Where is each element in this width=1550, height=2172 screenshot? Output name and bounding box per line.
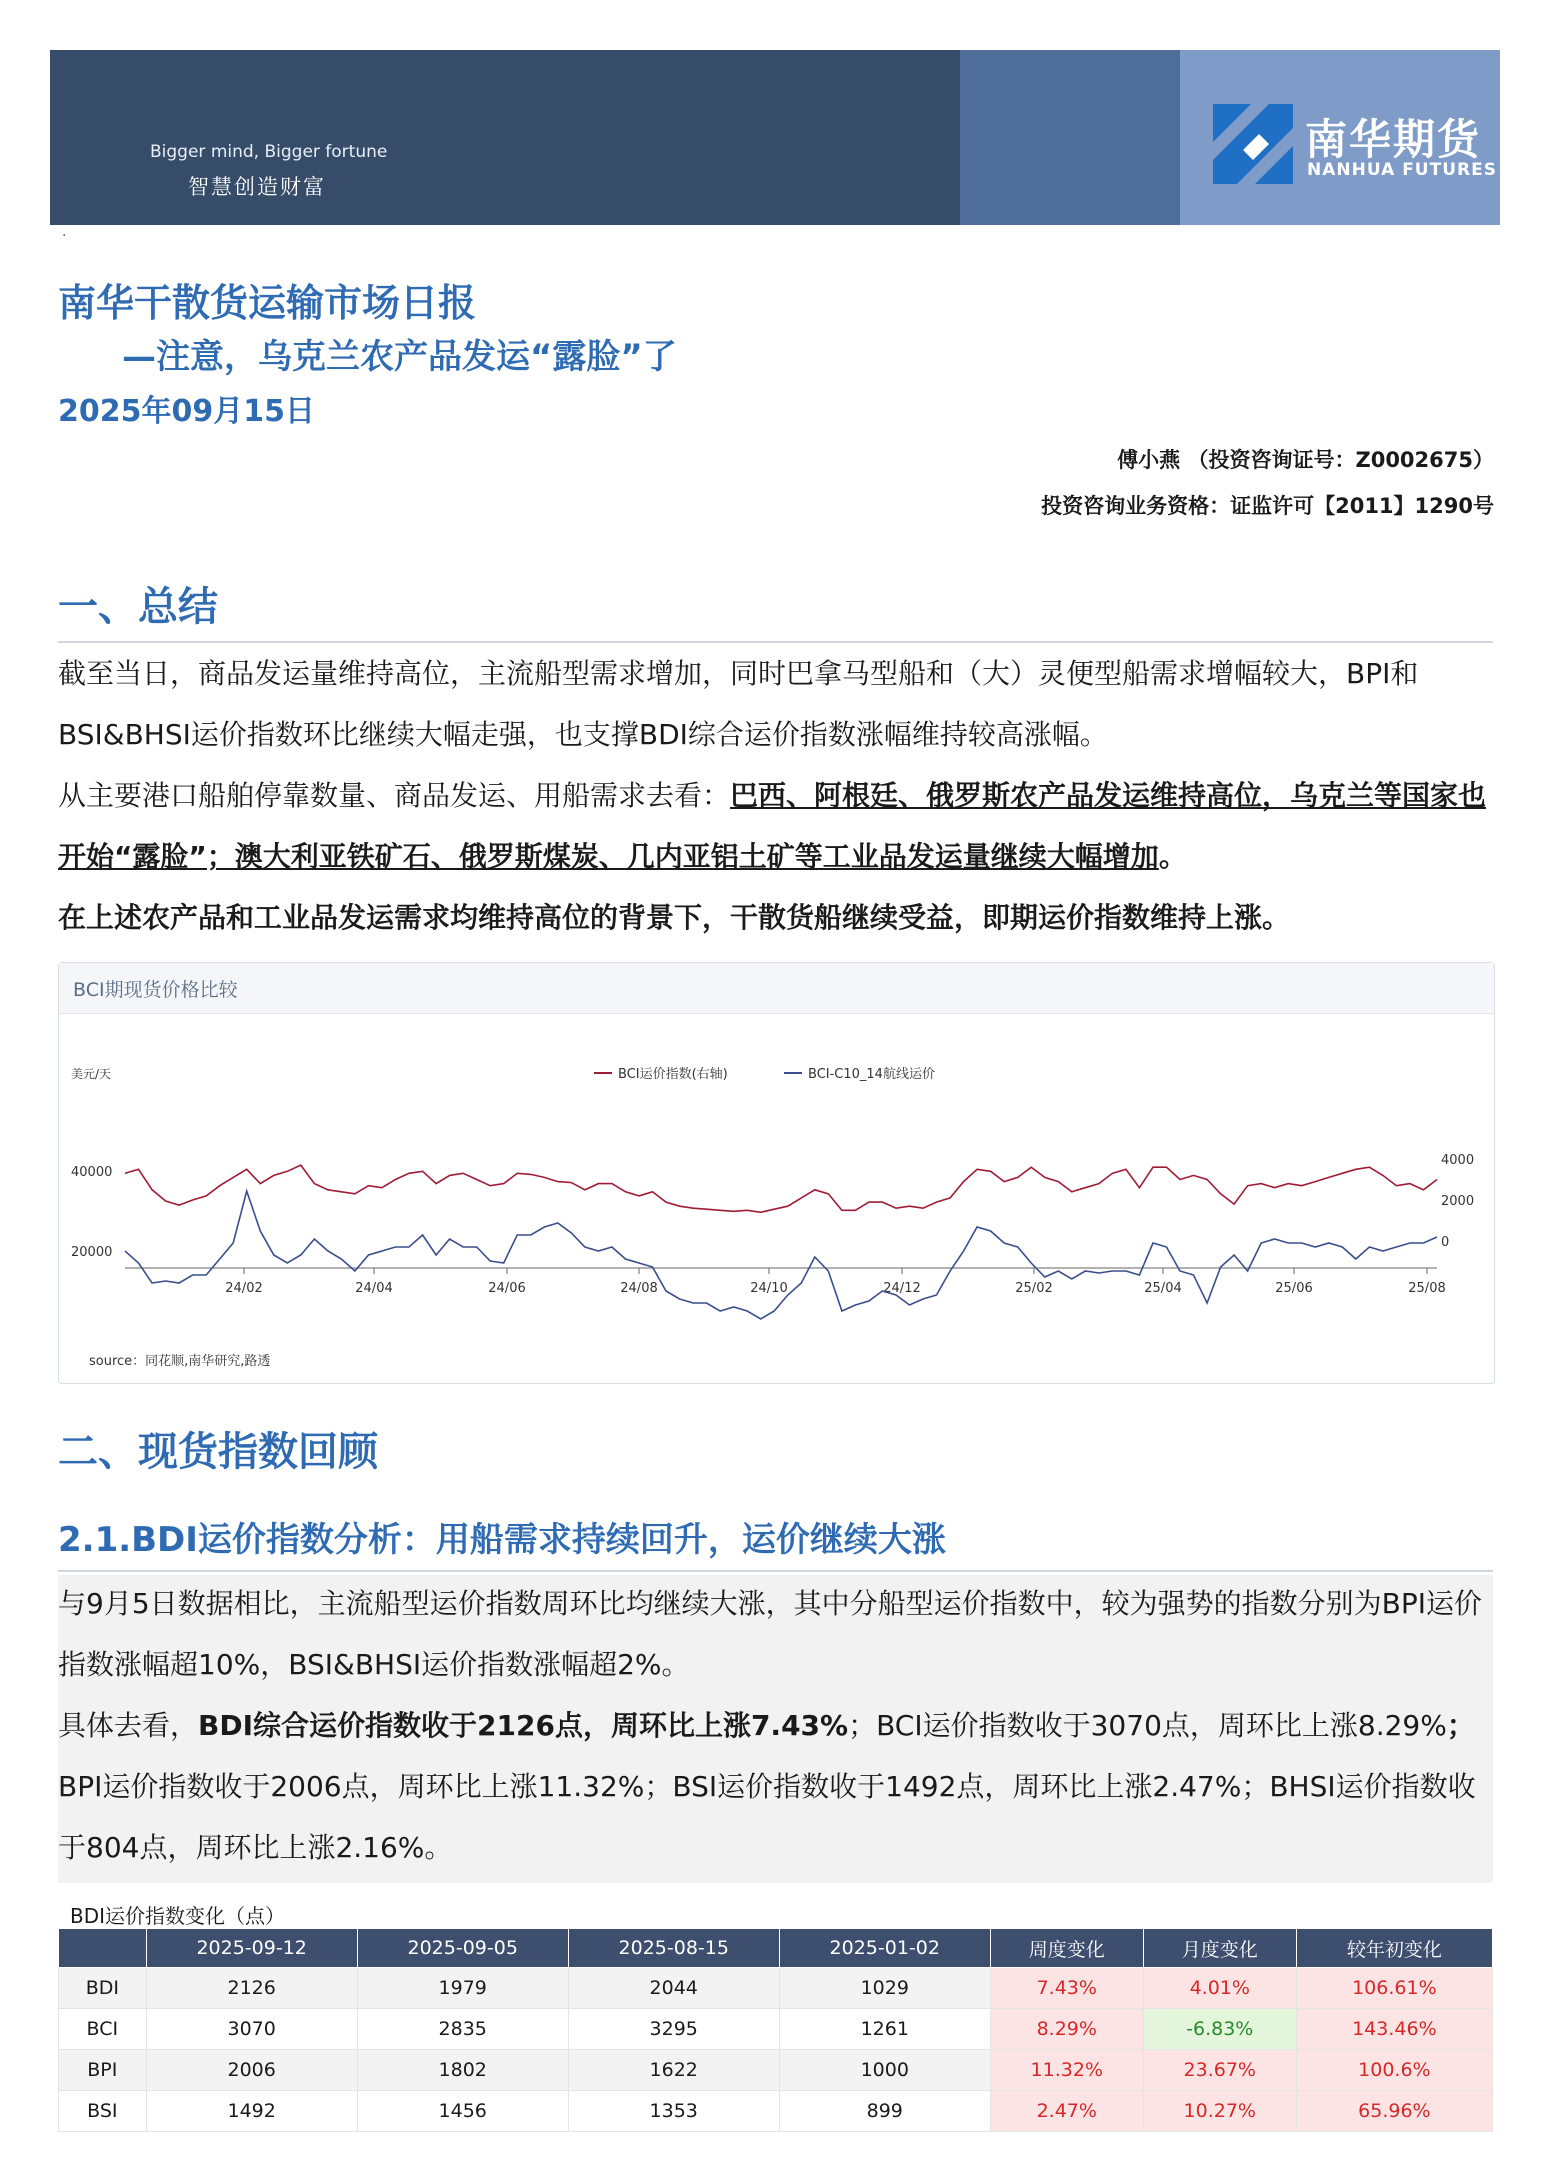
summary-paragraph-1: 截至当日，商品发运量维持高位，主流船型需求增加，同时巴拿马型船和（大）灵便型船需求增幅较大，BPI和BSI&BHSI运价指数环比继续大幅走强，也支撑BDI综合运价指数涨幅维持较高涨幅。 — [58, 657, 1419, 751]
table-cell: 8.29% — [990, 2009, 1143, 2050]
chart-source: source：同花顺,南华研究,路透 — [89, 1354, 271, 1369]
brand-name-en: NANHUA FUTURES — [1307, 160, 1497, 180]
bci-line-chart — [59, 1013, 1494, 1383]
table-cell: 1029 — [779, 1968, 990, 2009]
table-cell: 899 — [779, 2091, 990, 2132]
x-tick-label: 24/08 — [620, 1281, 658, 1296]
series-line — [125, 1191, 1437, 1319]
chart-header — [59, 963, 1494, 1014]
table-cell: 1979 — [357, 1968, 568, 2009]
table-cell: 7.43% — [990, 1968, 1143, 2009]
table-cell: 1456 — [357, 2091, 568, 2132]
y-right-tick-label: 2000 — [1441, 1194, 1475, 1209]
table-body — [59, 1968, 1493, 2132]
y-right-tick-label: 4000 — [1441, 1153, 1475, 1168]
table-cell: BCI — [59, 2009, 147, 2050]
report-date: 2025年09月15日 — [58, 394, 315, 429]
y-left-tick-label: 20000 — [71, 1245, 113, 1260]
x-tick-label: 24/12 — [883, 1281, 921, 1296]
table-cell: 1802 — [357, 2050, 568, 2091]
bdi-index-table — [58, 1928, 1493, 2132]
table-header-cell: 周度变化 — [990, 1929, 1143, 1968]
summary-text — [58, 643, 1503, 948]
table-header-cell: 月度变化 — [1143, 1929, 1296, 1968]
table-cell: 2835 — [357, 2009, 568, 2050]
subsection-heading-bdi: 2.1.BDI运价指数分析：用船需求持续回升，运价继续大涨 — [58, 1520, 946, 1560]
table-header-cell: 2025-01-02 — [779, 1929, 990, 1968]
table-cell: 1000 — [779, 2050, 990, 2091]
table-row — [59, 2050, 1493, 2091]
table-caption: BDI运价指数变化（点） — [70, 1904, 286, 1928]
report-subtitle: —注意，乌克兰农产品发运“露脸”了 — [122, 337, 677, 377]
series-line — [125, 1165, 1437, 1212]
summary-paragraph-2 — [58, 765, 1503, 887]
table-header-row — [59, 1929, 1493, 1968]
x-tick-label: 25/04 — [1144, 1281, 1182, 1296]
table-header-cell — [59, 1929, 147, 1968]
y-left-tick-label: 40000 — [71, 1165, 113, 1180]
author-line: 傅小燕 （投资咨询证号：Z0002675） — [1117, 448, 1494, 472]
table-cell: 3295 — [568, 2009, 779, 2050]
table-cell: 1622 — [568, 2050, 779, 2091]
table-cell: 2044 — [568, 1968, 779, 2009]
slogan-english: Bigger mind, Bigger fortune — [150, 142, 388, 162]
banner-band — [960, 50, 1180, 225]
x-tick-label: 24/10 — [750, 1281, 788, 1296]
report-title: 南华干散货运输市场日报 — [58, 281, 477, 325]
analysis-paragraph-2 — [58, 1695, 1503, 1878]
table-row — [59, 1968, 1493, 2009]
x-tick-label: 24/02 — [225, 1281, 263, 1296]
table-header-cell: 2025-09-12 — [146, 1929, 357, 1968]
table-header-cell: 2025-09-05 — [357, 1929, 568, 1968]
x-tick-label: 24/06 — [488, 1281, 526, 1296]
table-cell: BSI — [59, 2091, 147, 2132]
table-cell: BDI — [59, 1968, 147, 2009]
x-tick-label: 25/08 — [1408, 1281, 1446, 1296]
section-heading-summary: 一、总结 — [58, 584, 218, 630]
section-heading-spot-review: 二、现货指数回顾 — [58, 1429, 378, 1475]
table-header-cell: 较年初变化 — [1296, 1929, 1492, 1968]
y-right-tick-label: 0 — [1441, 1235, 1450, 1250]
legend-label: BCI运价指数(右轴) — [618, 1067, 728, 1082]
subsection-divider — [58, 1570, 1493, 1572]
analysis-text — [58, 1573, 1503, 1878]
chart-title: BCI期现货价格比较 — [73, 979, 238, 1001]
analysis-paragraph-1: 与9月5日数据相比，主流船型运价指数周环比均继续大涨，其中分船型运价指数中，较为强势的指数分别为BPI运价指数涨幅超10%，BSI&BHSI运价指数涨幅超2%。 — [58, 1587, 1482, 1681]
other-indices-summary: BPI运价指数收于2006点，周环比上涨11.32%；BSI运价指数收于1492点，周环比上涨2.47%；BHSI运价指数收于804点，周环比上涨2.16%。 — [58, 1770, 1476, 1864]
separator: ； — [1446, 1709, 1475, 1742]
bci-chart-panel — [58, 962, 1495, 1384]
x-tick-label: 25/06 — [1275, 1281, 1313, 1296]
y-left-axis-label: 美元/天 — [71, 1067, 112, 1081]
table-cell: 4.01% — [1143, 1968, 1296, 2009]
slogan-chinese: 智慧创造财富 — [188, 175, 326, 199]
table-cell: BPI — [59, 2050, 147, 2091]
summary-lead: 从主要港口船舶停靠数量、商品发运、用船需求去看： — [58, 779, 731, 812]
dot-mark: · — [62, 228, 67, 244]
table-cell: 3070 — [146, 2009, 357, 2050]
summary-paragraph-3: 在上述农产品和工业品发运需求均维持高位的背景下，干散货船继续受益，即期运价指数维持上涨。 — [58, 901, 1291, 934]
bci-summary: ；BCI运价指数收于3070点，周环比上涨8.29% — [848, 1709, 1447, 1742]
table-cell: 106.61% — [1296, 1968, 1492, 2009]
table-header-cell: 2025-08-15 — [568, 1929, 779, 1968]
table-cell: -6.83% — [1143, 2009, 1296, 2050]
table-cell: 2126 — [146, 1968, 357, 2009]
bdi-highlight: BDI综合运价指数收于2126点，周环比上涨7.43% — [198, 1709, 849, 1742]
table-cell: 65.96% — [1296, 2091, 1492, 2132]
table-cell: 23.67% — [1143, 2050, 1296, 2091]
brand-name-cn: 南华期货 — [1305, 115, 1482, 164]
summary-highlight: 巴西、阿根廷、俄罗斯农产品发运维持高位，乌克兰等国家也开始“露脸”；澳大利亚铁矿石、俄罗斯煤炭、几内亚铝土矿等工业品发运量继续大幅增加 — [58, 779, 1487, 873]
legend-label: BCI-C10_14航线运价 — [808, 1067, 935, 1082]
license-line: 投资咨询业务资格：证监许可【2011】1290号 — [1041, 494, 1494, 518]
summary-period: 。 — [1158, 840, 1187, 873]
x-tick-label: 25/02 — [1015, 1281, 1053, 1296]
table-cell: 2.47% — [990, 2091, 1143, 2132]
table-cell: 143.46% — [1296, 2009, 1492, 2050]
header-banner — [50, 50, 1500, 225]
table-cell: 2006 — [146, 2050, 357, 2091]
table-cell: 100.6% — [1296, 2050, 1492, 2091]
table-row — [59, 2091, 1493, 2132]
table-row — [59, 2009, 1493, 2050]
analysis-lead: 具体去看， — [58, 1709, 199, 1742]
table-cell: 1261 — [779, 2009, 990, 2050]
table-cell: 1492 — [146, 2091, 357, 2132]
table-cell: 11.32% — [990, 2050, 1143, 2091]
table-cell: 1353 — [568, 2091, 779, 2132]
nanhua-logo-icon — [1213, 104, 1293, 184]
x-tick-label: 24/04 — [355, 1281, 393, 1296]
table-cell: 10.27% — [1143, 2091, 1296, 2132]
